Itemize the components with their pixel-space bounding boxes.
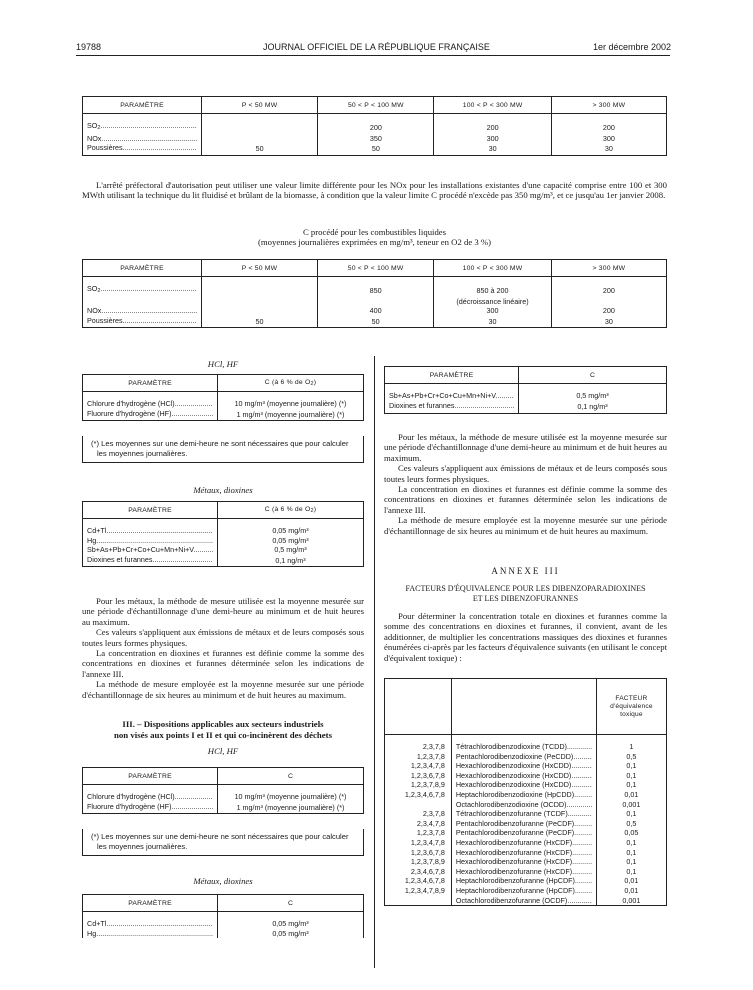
column-header: P < 50 MW — [202, 97, 318, 114]
table-row: 1,2,3,7,8,9 Hexachlorodibenzodioxine (HxCDD) ..... 0,1 — [385, 780, 667, 790]
row-label: Dioxines et furannes ..... — [389, 401, 514, 411]
row-label: Dioxines et furannes ..... — [87, 555, 213, 565]
row-label: $SO_2$ ..... — [87, 284, 197, 297]
congener-name: Hexachlorodibenzofuranne (HxCDF) ..... — [456, 848, 592, 858]
column-header — [451, 679, 596, 735]
column-header — [385, 679, 452, 735]
column-header: 50 < P < 100 MW — [318, 97, 434, 114]
column-header: > 300 MW — [551, 260, 666, 277]
row-label: NOx ..... — [87, 306, 197, 316]
table-row: 1,2,3,7,8,9 Hexachlorodibenzofuranne (HxCDF) ..... 0,1 — [385, 857, 667, 867]
right-paragraphs: Pour les métaux, la méthode de mesure utilisée est la moyenne mesurée sur une période d'échantillonnage d'une demi-heure au minimum et de huit heures au maximum. Ces valeurs s'appliquent aux émissions de métaux et de leurs composés sous toutes leurs formes physiques. La concentration en dioxines et furannes est définie comme la somme des concentrations en dioxines et furannes déterminée selon les indications de l'annexe III. La méthode de mesure employée est la moyenne mesurée sur une période d'échantillonnage de six heures au minimum et de huit heures au maximum. — [384, 432, 667, 536]
column-header: PARAMÈTRE — [83, 260, 202, 277]
table-row: 1,2,3,6,7,8 Hexachlorodibenzodioxine (HxCDD) ..... 0,1 — [385, 771, 667, 781]
congener-name: Tétrachlorodibenzodioxine (TCDD) ..... — [456, 742, 592, 752]
column-header: PARAMÈTRE — [385, 367, 519, 384]
page-date: 1er décembre 2002 — [592, 42, 671, 52]
table-row: Poussières ..... 50 50 30 30 — [83, 316, 667, 328]
column-header: PARAMÈTRE — [83, 768, 218, 785]
row-label: Hg ..... — [87, 929, 213, 939]
hcl-hf-title-1: HCl, HF — [207, 359, 239, 369]
row-label: Chlorure d'hydrogène (HCl) ..... — [87, 399, 213, 409]
column-header: 100 < P < 300 MW — [434, 260, 552, 277]
table-row: 2,3,4,6,7,8 Hexachlorodibenzofuranne (HxCDF) ..... 0,1 — [385, 867, 667, 877]
column-header: 100 < P < 300 MW — [434, 97, 551, 114]
congener-name: Pentachlorodibenzofuranne (PeCDF) ..... — [456, 828, 592, 838]
congener-name: Hexachlorodibenzodioxine (HxCDD) ..... — [456, 761, 592, 771]
column-header: PARAMÈTRE — [83, 97, 202, 114]
column-header: PARAMÈTRE — [83, 895, 218, 912]
row-label: Cd+Tl ..... — [87, 526, 213, 536]
table-row: (décroissance linéaire) — [83, 297, 667, 307]
footnote-2: (*) Les moyennes sur une demi-heure ne sont nécessaires que pour calculer les moyennes journalières. — [82, 829, 364, 856]
page-number: 19788 — [76, 42, 102, 52]
table-row: 1,2,3,4,7,8,9 Heptachlorodibenzofuranne (HpCDF) ..... 0,01 — [385, 886, 667, 896]
congener-name: Pentachlorodibenzofuranne (PeCDF) ..... — [456, 819, 592, 829]
congener-name: Octachlorodibenzofuranne (OCDF) ..... — [456, 896, 592, 906]
table-row: Cd+Tl ..... 0,05 mg/m³ — [83, 519, 364, 536]
column-header: FACTEUR d'équivalence toxique — [596, 679, 666, 735]
table-row: 2,3,7,8 Tétrachlorodibenzodioxine (TCDD) ..... 1 — [385, 735, 667, 752]
congener-name: Pentachlorodibenzodioxine (PeCDD) ..... — [456, 752, 592, 762]
hcl-hf-title-2: HCl, HF — [207, 746, 239, 756]
congener-name: Octachlorodibenzodioxine (OCDD) ..... — [456, 800, 592, 810]
annexe-title: ANNEXE III — [491, 566, 560, 576]
table-row: 1,2,3,4,6,7,8 Heptachlorodibenzodioxine (HpCDD) ..... 0,01 — [385, 790, 667, 800]
row-label: Fluorure d'hydrogène (HF) ..... — [87, 802, 213, 812]
column-header: C — [218, 895, 364, 912]
column-header: P < 50 MW — [202, 260, 318, 277]
table-metaux-1 — [82, 501, 364, 567]
table-row: Poussières ..... 50 50 30 30 — [83, 143, 667, 155]
table-metaux-2 — [82, 894, 364, 938]
congener-name: Tétrachlorodibenzofuranne (TCDF) ..... — [456, 809, 592, 819]
table-row: 1,2,3,7,8 Pentachlorodibenzodioxine (PeCDD) ..... 0,5 — [385, 752, 667, 762]
table-row: Fluorure d'hydrogène (HF) ..... 1 mg/m³ (moyenne journalière) (*) — [83, 802, 364, 814]
section-iii-title: III. – Dispositions applicables aux secteurs industriels non visés aux points I et II et qui co-incinèrent des déchets — [113, 719, 333, 740]
table-row: 2,3,4,7,8 Pentachlorodibenzofuranne (PeCDF) ..... 0,5 — [385, 819, 667, 829]
row-label: Poussières ..... — [87, 143, 197, 153]
congener-name: Hexachlorodibenzofuranne (HxCDF) ..... — [456, 838, 592, 848]
table-row: Dioxines et furannes ..... 0,1 ng/m³ — [83, 555, 364, 567]
congener-name: Heptachlorodibenzofuranne (HpCDF) ..... — [456, 876, 592, 886]
row-label: Fluorure d'hydrogène (HF) ..... — [87, 409, 213, 419]
column-header: PARAMÈTRE — [83, 375, 218, 392]
table-row: Hg ..... 0,05 mg/m³ — [83, 536, 364, 546]
section-c-title: C procédé pour les combustibles liquides — [302, 227, 447, 237]
column-header: C (à 6 % de $O_2$) — [218, 502, 364, 519]
column-header: > 300 MW — [551, 97, 666, 114]
column-header: 50 < P < 100 MW — [318, 260, 434, 277]
column-header: C — [218, 768, 364, 785]
row-label: Chlorure d'hydrogène (HCl) ..... — [87, 792, 213, 802]
table-row: $SO_2$ ..... 850 850 à 200 200 — [83, 277, 667, 297]
table-right-metaux — [384, 366, 667, 414]
congener-name: Hexachlorodibenzofuranne (HxCDF) ..... — [456, 867, 592, 877]
table-row: Octachlorodibenzodioxine (OCDD) ..... 0,001 — [385, 800, 667, 810]
table-row: NOx ..... 350 300 300 — [83, 134, 667, 144]
row-label: Sb+As+Pb+Cr+Co+Cu+Mn+Ni+V ..... — [389, 391, 514, 401]
table-row: Fluorure d'hydrogène (HF) ..... 1 mg/m³ (moyenne journalière) (*) — [83, 409, 364, 421]
row-label: Sb+As+Pb+Cr+Co+Cu+Mn+Ni+V ..... — [87, 545, 213, 555]
congener-name: Hexachlorodibenzodioxine (HxCDD) ..... — [456, 771, 592, 781]
metaux-title-2: Métaux, dioxines — [193, 876, 253, 886]
table-row: Chlorure d'hydrogène (HCl) ..... 10 mg/m³ (moyenne journalière) (*) — [83, 392, 364, 409]
table-row: 1,2,3,6,7,8 Hexachlorodibenzofuranne (HxCDF) ..... 0,1 — [385, 848, 667, 858]
column-header: C — [519, 367, 667, 384]
congener-name: Heptachlorodibenzodioxine (HpCDD) ..... — [456, 790, 592, 800]
row-label: $SO_2$ ..... — [87, 121, 197, 134]
table-row: Octachlorodibenzofuranne (OCDF) ..... 0,001 — [385, 896, 667, 906]
table-row: 1,2,3,4,6,7,8 Heptachlorodibenzofuranne (HpCDF) ..... 0,01 — [385, 876, 667, 886]
metaux-title-1: Métaux, dioxines — [193, 485, 253, 495]
congener-name: Hexachlorodibenzofuranne (HxCDF) ..... — [456, 857, 592, 867]
left-paragraphs: Pour les métaux, la méthode de mesure utilisée est la moyenne mesurée sur une période d'échantillonnage d'une demi-heure au minimum et de huit heures au maximum. Ces valeurs s'appliquent aux émissions de métaux et de leurs composés sous toutes leurs formes physiques. La concentration en dioxines et furannes est définie comme la somme des concentrations en dioxines et furannes déterminée selon les indications de l'annexe III. La méthode de mesure employée est la moyenne mesurée sur une période d'échantillonnage de six heures au minimum et de huit heures au maximum. — [82, 596, 364, 700]
column-divider — [374, 356, 375, 968]
journal-title: JOURNAL OFFICIEL DE LA RÉPUBLIQUE FRANÇAISE — [263, 42, 490, 52]
table-row: Dioxines et furannes ..... 0,1 ng/m³ — [385, 401, 667, 414]
footnote-1: (*) Les moyennes sur une demi-heure ne sont nécessaires que pour calculer les moyennes journalières. — [82, 436, 364, 463]
table-row: Chlorure d'hydrogène (HCl) ..... 10 mg/m³ (moyenne journalière) (*) — [83, 785, 364, 802]
table-tef — [384, 678, 667, 906]
row-label: Hg ..... — [87, 536, 213, 546]
congener-name: Heptachlorodibenzofuranne (HpCDF) ..... — [456, 886, 592, 896]
row-label: Poussières ..... — [87, 316, 197, 326]
table-hcl-hf-2 — [82, 767, 364, 814]
table-row: Sb+As+Pb+Cr+Co+Cu+Mn+Ni+V ..... 0,5 mg/m³ — [83, 545, 364, 555]
table-row: NOx ..... 400 300 200 — [83, 306, 667, 316]
table-row: Cd+Tl ..... 0,05 mg/m³ — [83, 912, 364, 929]
annexe-intro: Pour déterminer la concentration totale en dioxines et furannes comme la somme des concentrations en dioxines et furannes, il convient, avant de les additionner, de multiplier les concentrations massiques des dioxines et furannes énumérées ci-après par les facteurs d'équivalence suivants (en utilisant le concept d'équivalent toxique) : — [384, 611, 667, 663]
table-hcl-hf-1 — [82, 374, 364, 421]
table-row: 1,2,3,7,8 Pentachlorodibenzofuranne (PeCDF) ..... 0,05 — [385, 828, 667, 838]
table-row: $SO_2$ ..... 200 200 200 — [83, 114, 667, 134]
table-row: 1,2,3,4,7,8 Hexachlorodibenzofuranne (HxCDF) ..... 0,1 — [385, 838, 667, 848]
row-label: NOx ..... — [87, 134, 197, 144]
annexe-subtitle: FACTEURS D'ÉQUIVALENCE POUR LES DIBENZOPARADIOXINES ET LES DIBENZOFURANNES — [405, 584, 646, 603]
table-row: 2,3,7,8 Tétrachlorodibenzofuranne (TCDF) ..... 0,1 — [385, 809, 667, 819]
section-c-subtitle: (moyennes journalières exprimées en mg/m³, teneur en O2 de 3 %) — [258, 237, 491, 247]
column-header: C (à 6 % de $O_2$) — [218, 375, 364, 392]
header-rule — [76, 55, 670, 56]
table-row: 1,2,3,4,7,8 Hexachlorodibenzodioxine (HxCDD) ..... 0,1 — [385, 761, 667, 771]
table-row: Sb+As+Pb+Cr+Co+Cu+Mn+Ni+V ..... 0,5 mg/m³ — [385, 384, 667, 401]
column-header: PARAMÈTRE — [83, 502, 218, 519]
congener-name: Hexachlorodibenzodioxine (HxCDD) ..... — [456, 780, 592, 790]
paragraph-b: L'arrêté préfectoral d'autorisation peut utiliser une valeur limite différente pour les NOx pour les installations existantes d'une capacité comprise entre 100 et 300 MWth utilisant la technique du lit fluidisé et brûlant de la biomasse, à condition que la valeur limite C procédé n'excède pas 350 mg/m³, et ce jusqu'au 1er janvier 2008. — [82, 180, 667, 201]
table-c — [82, 259, 667, 328]
table-b — [82, 96, 667, 156]
row-label: Cd+Tl ..... — [87, 919, 213, 929]
table-row: Hg ..... 0,05 mg/m³ — [83, 929, 364, 939]
